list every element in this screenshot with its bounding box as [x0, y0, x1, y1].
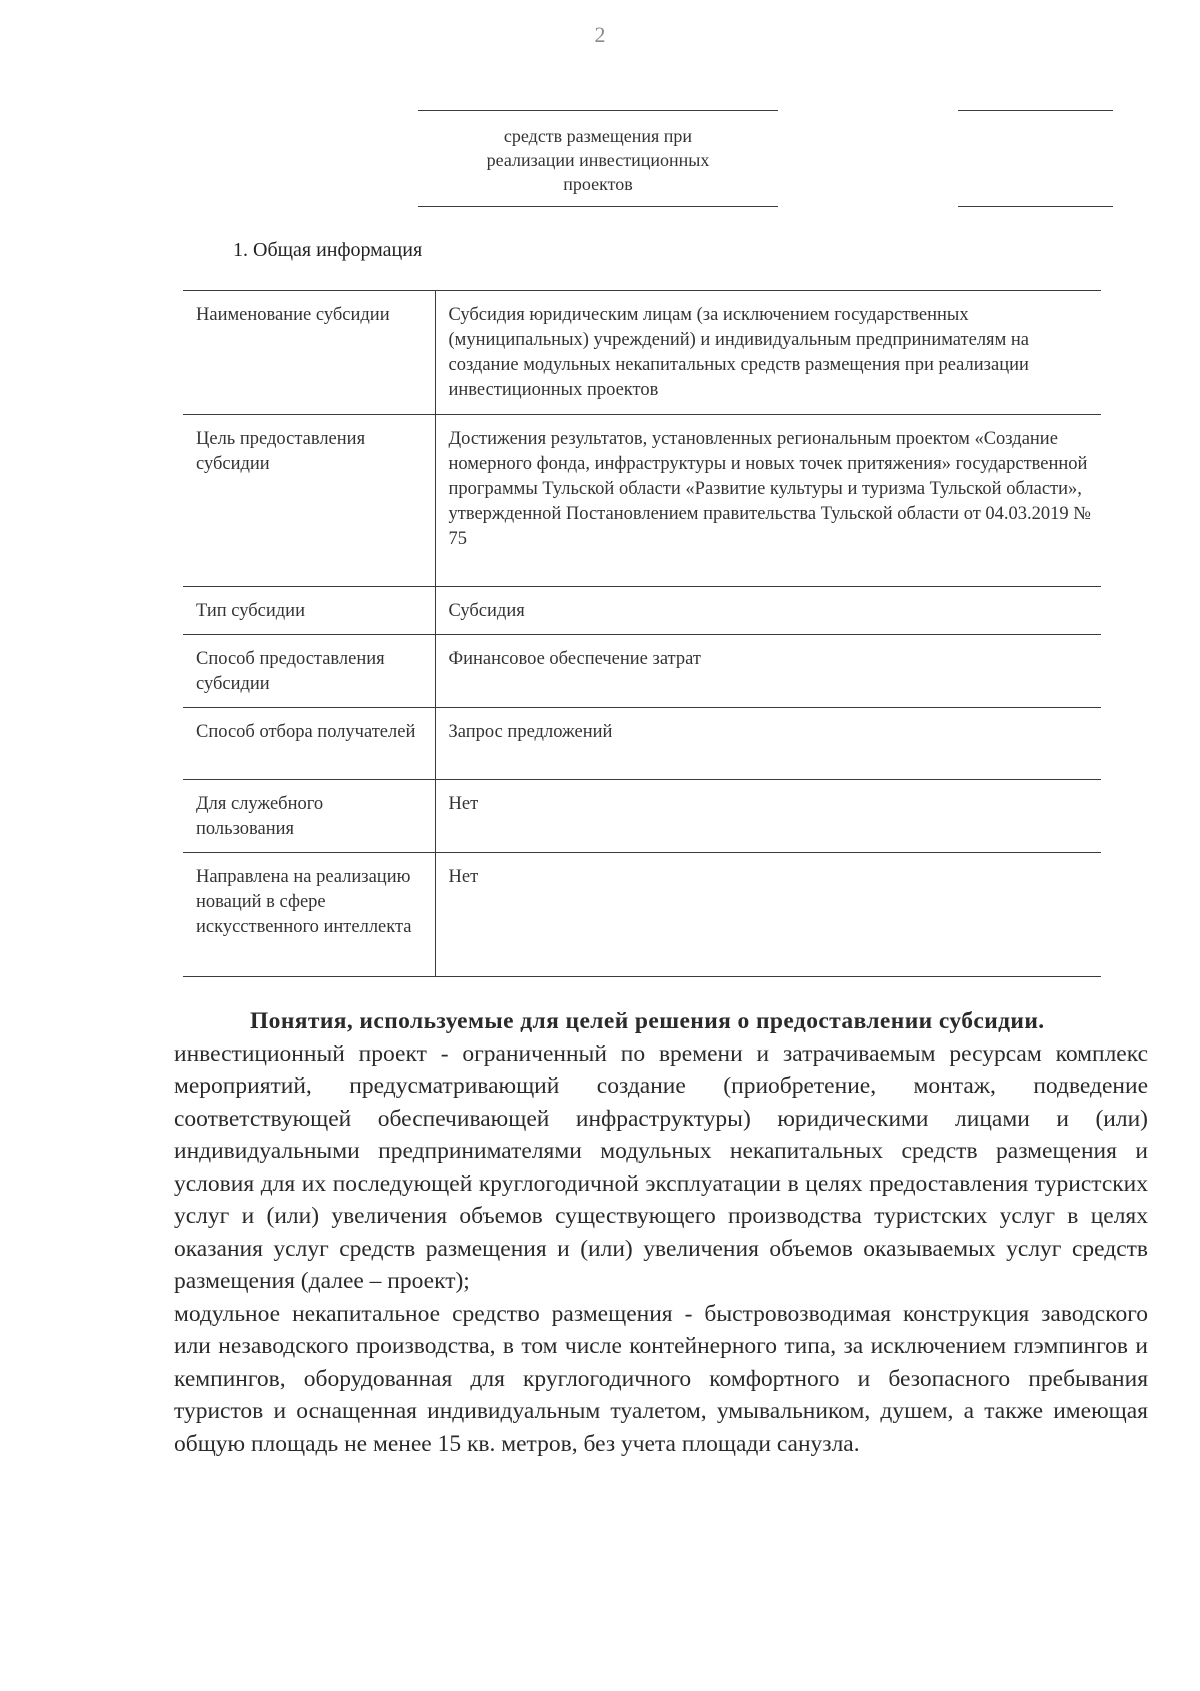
header-rule-bottom-right [958, 206, 1113, 207]
table-row [183, 291, 1101, 415]
row-label: Цель предоставления субсидии [183, 415, 435, 587]
row-label: Для служебного пользования [183, 780, 435, 853]
header-rule-top-left [418, 110, 778, 111]
row-value: Субсидия [435, 587, 1101, 635]
table-row [183, 853, 1101, 977]
row-label: Способ предоставления субсидии [183, 635, 435, 708]
concept-definition: инвестиционный проект - ограниченный по времени и затрачиваемым ресурсам комплекс мероприятий, предусматривающий создание (приобретение, монтаж, подведение соответствующей обеспечивающей инфраструктуры) юридическими лицами и (или) индивидуальными предпринимателями модульных некапитальных средств размещения и условия для их последующей круглогодичной эксплуатации в целях предоставления туристских услуг и (или) увеличения объемов существующего производства туристских услуг в целях оказания услуг средств размещения и (или) увеличения объемов оказываемых услуг средств размещения (далее – проект); [174, 1040, 1148, 1294]
table-row [183, 587, 1101, 635]
row-value: Субсидия юридическим лицам (за исключением государственных (муниципальных) учреждений) и индивидуальным предпринимателям на создание модульных некапитальных средств размещения при реализации инвестиционных проектов [435, 291, 1101, 415]
row-value: Финансовое обеспечение затрат [435, 635, 1101, 708]
row-value: Достижения результатов, установленных региональным проектом «Создание номерного фонда, инфраструктуры и новых точек притяжения» государственной программы Тульской области «Развитие культуры и туризма Тульской области», утвержденной Постановлением правительства Тульской области от 04.03.2019 № 75 [435, 415, 1101, 587]
header-rule-bottom-left [418, 206, 778, 207]
concept-definition: модульное некапитальное средство размещения - быстровозводимая конструкция заводского или незаводского производства, в том числе контейнерного типа, за исключением глэмпингов и кемпингов, оборудованная для круглогодичного комфортного и безопасного пребывания туристов и оснащенная индивидуальным туалетом, умывальником, душем, а также имеющая общую площадь не менее 15 кв. метров, без учета площади санузла. [174, 1300, 1148, 1457]
row-value: Нет [435, 780, 1101, 853]
table-row [183, 415, 1101, 587]
header-line: средств размещения при [503, 126, 693, 146]
row-label: Способ отбора получателей [183, 708, 435, 780]
row-label: Тип субсидии [183, 587, 435, 635]
table-row [183, 635, 1101, 708]
general-info-table [183, 290, 1101, 977]
page-number: 2 [594, 22, 606, 47]
header-line: реализации инвестиционных [486, 150, 710, 170]
row-value: Нет [435, 853, 1101, 977]
table-row [183, 780, 1101, 853]
table-row [183, 708, 1101, 780]
row-label: Наименование субсидии [183, 291, 435, 415]
header-line: проектов [563, 174, 633, 194]
row-label: Направлена на реализацию новаций в сфере искусственного интеллекта [183, 853, 435, 977]
header-rule-top-right [958, 110, 1113, 111]
header-block [418, 124, 778, 196]
section-title: 1. Общая информация [233, 239, 423, 261]
concepts-section [174, 1005, 1148, 1460]
concepts-heading: Понятия, используемые для целей решения о предоставлении субсидии. [250, 1008, 1045, 1034]
row-value: Запрос предложений [435, 708, 1101, 780]
